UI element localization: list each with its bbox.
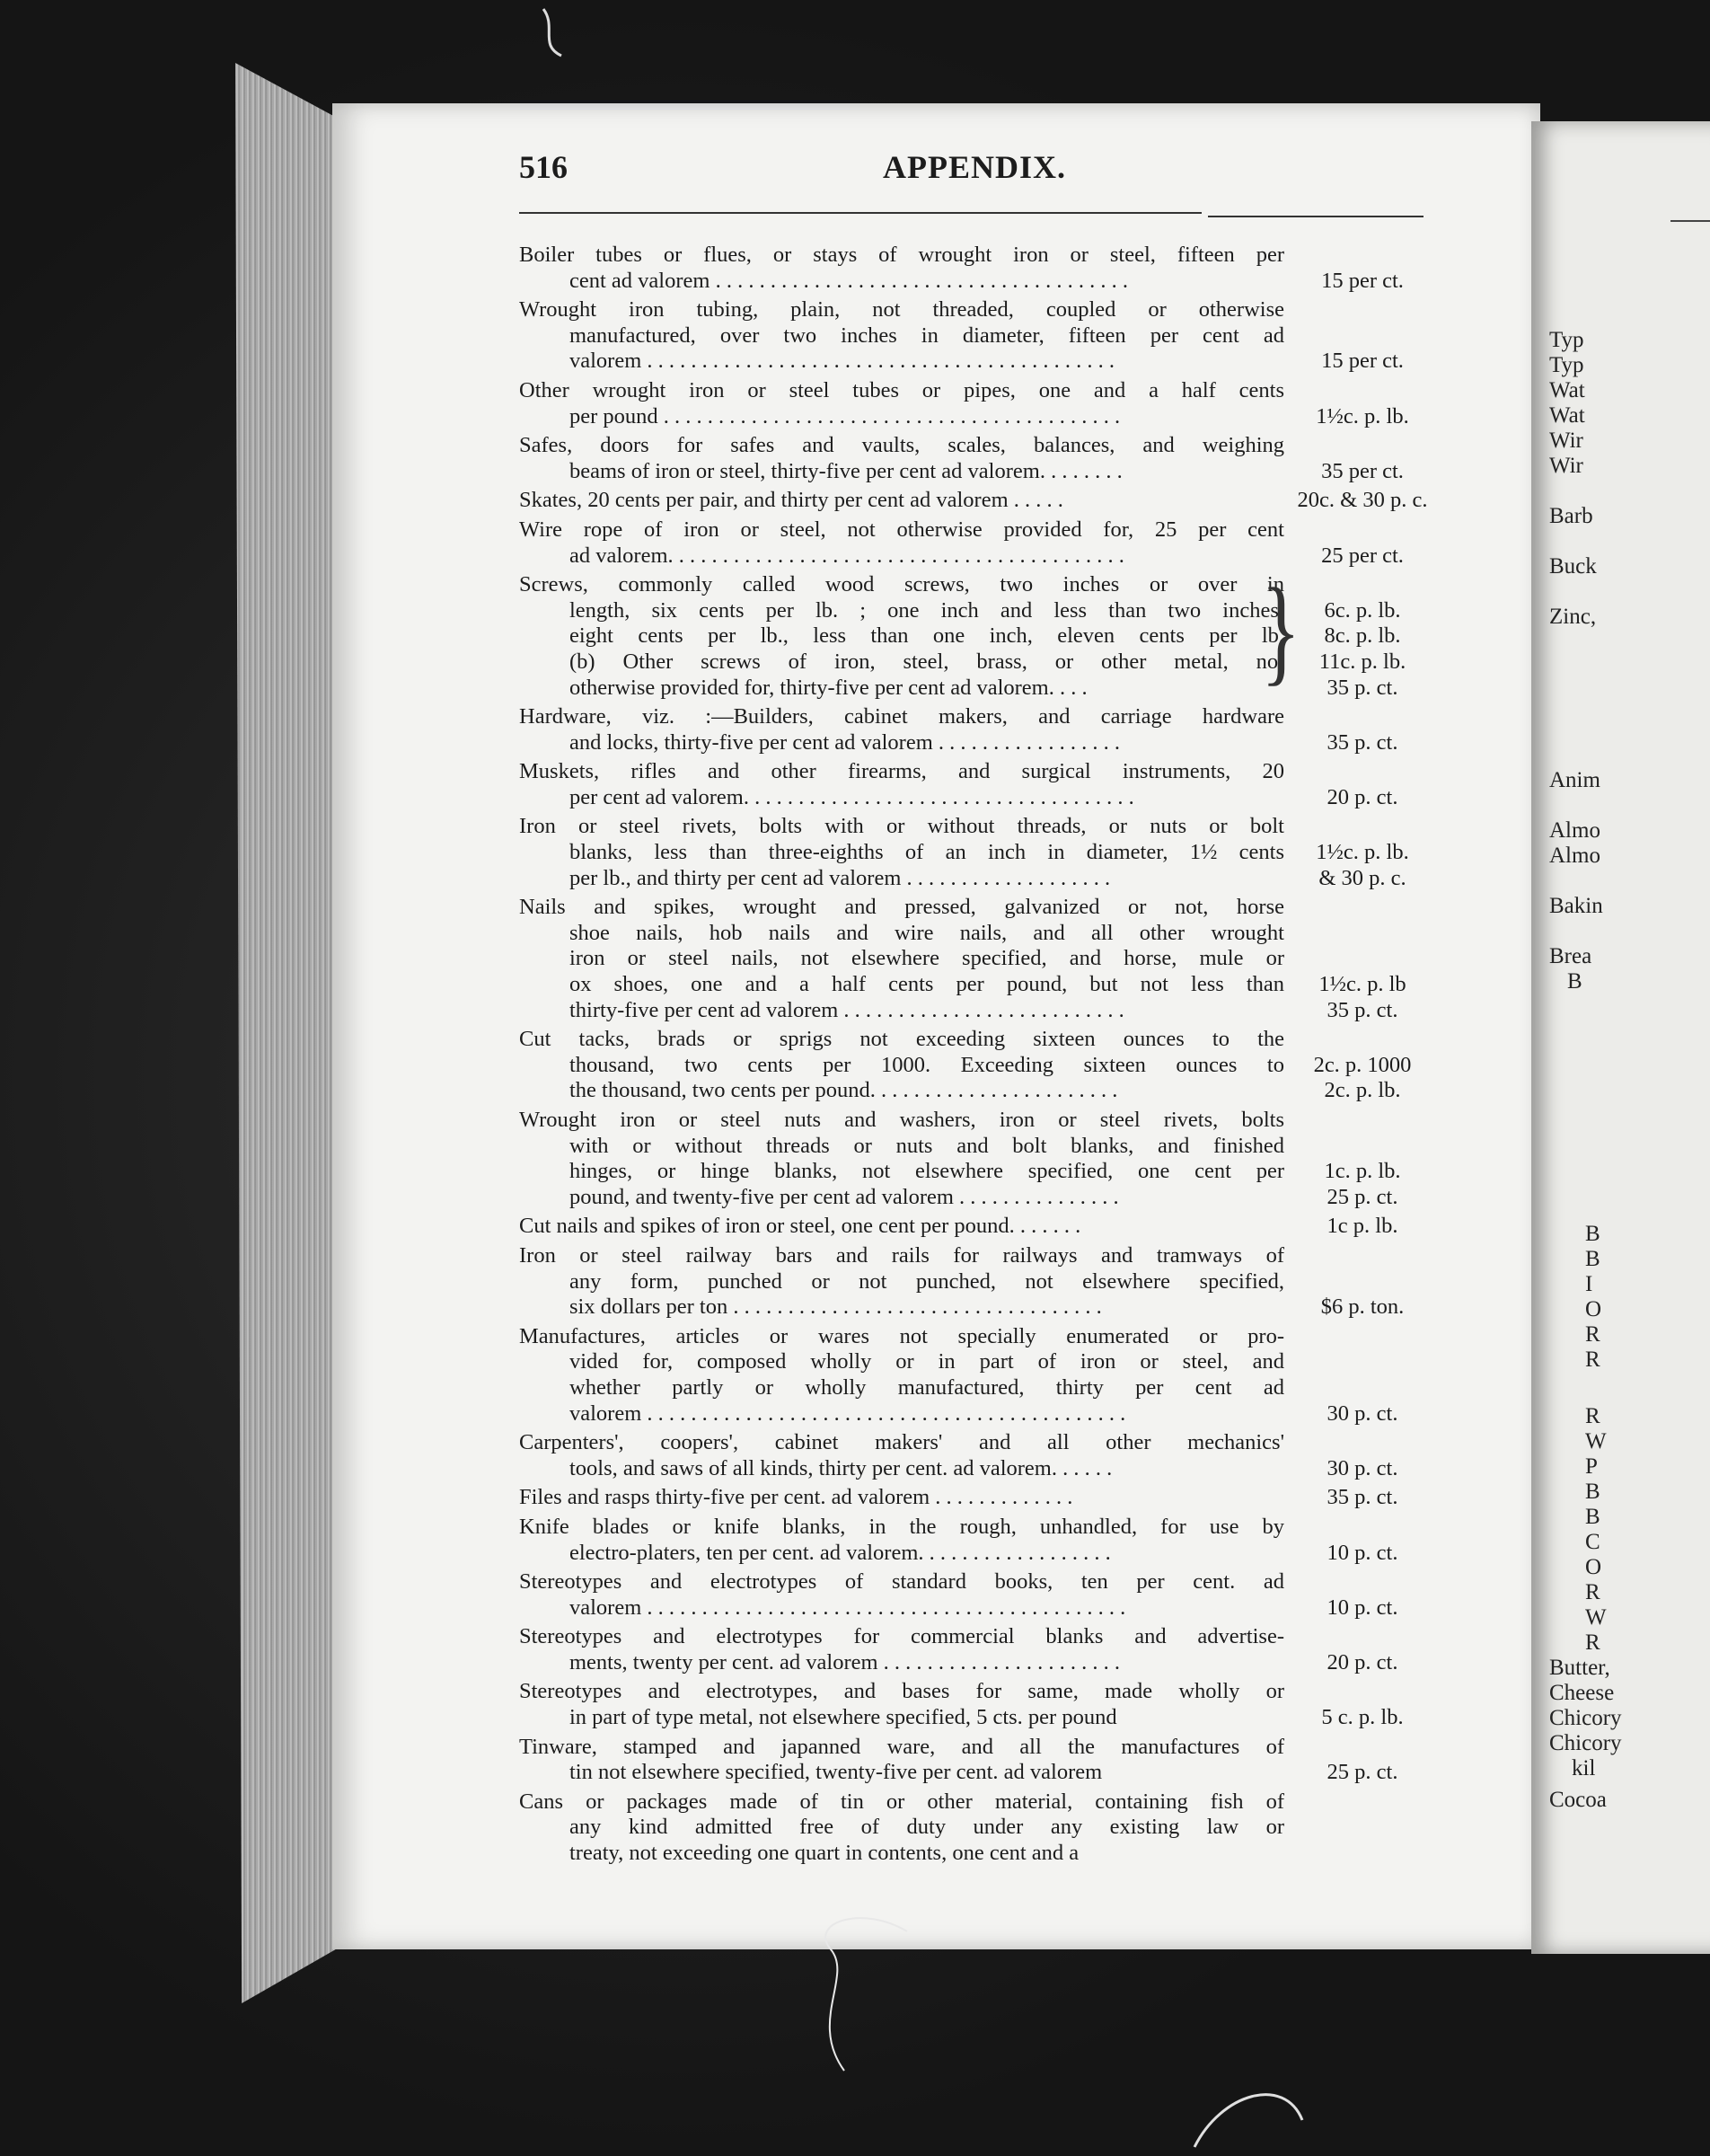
- entry-text: any form, punched or not punched, not elsewhere specified,: [569, 1268, 1284, 1294]
- facing-page-fragment: B: [1585, 1480, 1600, 1504]
- entry-text: Skates, 20 cents per pair, and thirty per cent ad valorem . . . . .: [519, 488, 1063, 513]
- facing-page-fragment: Brea: [1549, 944, 1592, 968]
- duty-rate: 35 per ct.: [1321, 458, 1404, 483]
- entry-line: [519, 1541, 1444, 1567]
- entry-line: [519, 946, 1444, 972]
- entry-text: Tinware, stamped and japanned ware, and all the manufactures of: [519, 1734, 1284, 1759]
- duty-rate: 30 p. ct.: [1327, 1455, 1398, 1480]
- facing-page-fragment: O: [1585, 1555, 1602, 1579]
- entry-line: [519, 1294, 1444, 1321]
- entry-text: per lb., and thirty per cent ad valorem . . . . . . . . . . . . . . . . . . .: [569, 865, 1111, 890]
- facing-page-fragment: Cocoa: [1549, 1788, 1607, 1812]
- facing-page-fragment: I: [1585, 1272, 1593, 1296]
- facing-page-fragment: C: [1585, 1530, 1600, 1554]
- entry-line: [519, 269, 1444, 295]
- entry-line: [519, 488, 1444, 514]
- entry-text: in part of type metal, not elsewhere specified, 5 cts. per pound: [569, 1705, 1117, 1730]
- entry-text: Screws, commonly called wood screws, two inches or over in: [519, 572, 1284, 597]
- entry-line: [519, 921, 1444, 947]
- entry-line: [519, 459, 1444, 485]
- running-title: APPENDIX.: [883, 149, 1066, 185]
- entry-line: [519, 1624, 1444, 1650]
- entry-text: pound, and twenty-five per cent ad valorem . . . . . . . . . . . . . . .: [569, 1184, 1119, 1209]
- entry-line: [519, 840, 1444, 866]
- entry-text: Cut nails and spikes of iron or steel, one cent per pound. . . . . . .: [519, 1214, 1081, 1239]
- facing-page-fragment: Almo: [1549, 844, 1600, 868]
- entry-line: [519, 1650, 1444, 1676]
- facing-page-fragment: Almo: [1549, 818, 1600, 843]
- entry-text: electro-platers, ten per cent. ad valorem. . . . . . . . . . . . . . . . . .: [569, 1540, 1111, 1565]
- entry-line: [519, 1214, 1444, 1240]
- tariff-entry: [519, 517, 1444, 569]
- facing-page-fragment: P: [1585, 1454, 1598, 1479]
- duty-rate: 15 per ct.: [1321, 349, 1404, 374]
- entry-text: Iron or steel railway bars and rails for railways and tramways of: [519, 1242, 1284, 1268]
- header-rule-right: [1208, 216, 1424, 217]
- tariff-entry: [519, 433, 1444, 484]
- entry-text: eight cents per lb., less than one inch, eleven cents per lb.: [569, 623, 1284, 649]
- facing-page-fragment: B: [1567, 969, 1582, 994]
- facing-page-fragment: W: [1585, 1429, 1607, 1454]
- entry-line: [519, 972, 1444, 998]
- entry-line: [519, 1243, 1444, 1269]
- entry-line: [519, 1815, 1444, 1841]
- entry-line: [519, 323, 1444, 349]
- entry-line: [519, 1735, 1444, 1761]
- entry-text: per pound . . . . . . . . . . . . . . . . . . . . . . . . . . . . . . . . . . . . . . . . . .: [569, 403, 1121, 429]
- facing-page-fragment: O: [1585, 1297, 1602, 1321]
- facing-page-fragment: Wir: [1549, 454, 1583, 478]
- entry-text: Boiler tubes or flues, or stays of wrought iron or steel, fifteen per: [519, 243, 1284, 267]
- entry-text: vided for, composed wholly or in part of iron or steel, and: [569, 1349, 1284, 1374]
- tariff-entry: [519, 1679, 1444, 1730]
- tariff-entry: [519, 243, 1444, 294]
- duty-rate: 10 p. ct.: [1327, 1595, 1398, 1620]
- entry-text: hinges, or hinge blanks, not elsewhere specified, one cent per: [569, 1159, 1284, 1184]
- duty-rate: 1c. p. lb.: [1324, 1159, 1401, 1184]
- entry-line: [519, 1324, 1444, 1350]
- entry-text: Nails and spikes, wrought and pressed, galvanized or not, horse: [519, 895, 1284, 920]
- duty-rate: 35 p. ct.: [1327, 1485, 1398, 1510]
- entry-line: [519, 785, 1444, 811]
- facing-page-fragment: Butter,: [1549, 1656, 1610, 1680]
- entry-text: Carpenters', coopers', cabinet makers' and all other mechanics': [519, 1430, 1284, 1455]
- entry-text: otherwise provided for, thirty-five per cent ad valorem. . . .: [569, 675, 1088, 700]
- duty-rate: 6c. p. lb.: [1324, 597, 1401, 623]
- duty-rate: 35 p. ct.: [1327, 675, 1398, 700]
- entry-line: [519, 378, 1444, 404]
- entry-line: [519, 1108, 1444, 1134]
- entry-text: manufactured, over two inches in diameter, fifteen per cent ad: [569, 323, 1284, 348]
- duty-rate: 35 p. ct.: [1327, 997, 1398, 1022]
- tariff-entry: [519, 1430, 1444, 1481]
- entry-line: [519, 676, 1444, 702]
- entry-text: the thousand, two cents per pound. . . . . . . . . . . . . . . . . . . . . . .: [569, 1078, 1118, 1103]
- entry-line: [519, 297, 1444, 323]
- entry-text: ad valorem. . . . . . . . . . . . . . . . . . . . . . . . . . . . . . . . . . . . . . . . . .: [569, 543, 1124, 568]
- entry-text: and locks, thirty-five per cent ad valorem . . . . . . . . . . . . . . . . .: [569, 729, 1121, 755]
- duty-rate: 20c. & 30 p. c.: [1297, 488, 1428, 513]
- facing-page-fragment: W: [1585, 1605, 1607, 1630]
- tariff-entry: [519, 488, 1444, 514]
- entry-line: [519, 1375, 1444, 1401]
- facing-page: [1531, 121, 1710, 1954]
- entry-line: [519, 243, 1444, 269]
- entry-line: [519, 1569, 1444, 1595]
- duty-rate: 25 p. ct.: [1327, 1760, 1398, 1785]
- duty-rate: 1½c. p. lb.: [1316, 403, 1409, 429]
- book-page-edges: [235, 63, 343, 2003]
- duty-rate: 2c. p. 1000: [1313, 1052, 1412, 1077]
- facing-page-fragment: B: [1585, 1505, 1600, 1529]
- entry-line: [519, 895, 1444, 921]
- entry-line: [519, 543, 1444, 570]
- entry-text: Other wrought iron or steel tubes or pipes, one and a half cents: [519, 377, 1284, 402]
- duty-rate: 10 p. ct.: [1327, 1540, 1398, 1565]
- entry-line: [519, 1078, 1444, 1104]
- tariff-entry: [519, 1789, 1444, 1867]
- entry-text: tools, and saws of all kinds, thirty per cent. ad valorem. . . . . .: [569, 1455, 1113, 1480]
- facing-page-fragment: Wat: [1549, 403, 1585, 428]
- duty-rate: 1½c. p. lb: [1318, 972, 1406, 997]
- entry-text: treaty, not exceeding one quart in contents, one cent and a: [569, 1841, 1080, 1866]
- entry-line: [519, 1027, 1444, 1053]
- duty-rate: 35 p. ct.: [1327, 729, 1398, 755]
- page-header: [519, 148, 1426, 184]
- entry-line: [519, 704, 1444, 730]
- entry-text: valorem . . . . . . . . . . . . . . . . . . . . . . . . . . . . . . . . . . . . . . . . . . .: [569, 349, 1115, 374]
- duty-rate: 5 c. p. lb.: [1321, 1705, 1404, 1730]
- entry-text: cent ad valorem . . . . . . . . . . . . . . . . . . . . . . . . . . . . . . . . . . . . . .: [569, 268, 1128, 293]
- entry-text: Hardware, viz. :—Builders, cabinet makers, and carriage hardware: [519, 704, 1284, 729]
- entry-text: beams of iron or steel, thirty-five per cent ad valorem. . . . . . . .: [569, 458, 1123, 483]
- entry-line: [519, 349, 1444, 375]
- entry-line: [519, 1789, 1444, 1816]
- entry-line: [519, 433, 1444, 459]
- facing-page-fragment: Wir: [1549, 429, 1583, 453]
- entry-line: [519, 1485, 1444, 1511]
- entry-text: Wire rope of iron or steel, not otherwise provided for, 25 per cent: [519, 517, 1284, 542]
- tariff-entry: [519, 1108, 1444, 1210]
- facing-page-fragment: Cheese: [1549, 1681, 1615, 1705]
- entry-line: [519, 1430, 1444, 1456]
- entry-text: Stereotypes and electrotypes, and bases for same, made wholly or: [519, 1679, 1284, 1704]
- tariff-schedule: [519, 243, 1444, 1870]
- entry-line: [519, 1679, 1444, 1705]
- facing-page-fragment: Anim: [1549, 768, 1600, 792]
- grouping-brace: }: [1261, 563, 1301, 697]
- header-rule-left: [519, 212, 1202, 214]
- entry-text: Iron or steel rivets, bolts with or without threads, or nuts or bolt: [519, 814, 1284, 839]
- entry-text: thousand, two cents per 1000. Exceeding sixteen ounces to: [569, 1052, 1284, 1077]
- duty-rate: 2c. p. lb.: [1324, 1078, 1401, 1103]
- facing-page-fragment: Typ: [1549, 353, 1584, 377]
- entry-text: Stereotypes and electrotypes for commercial blanks and advertise-: [519, 1624, 1284, 1649]
- entry-text: Wrought iron tubing, plain, not threaded, coupled or otherwise: [519, 297, 1284, 323]
- tariff-entry: [519, 1569, 1444, 1621]
- duty-rate: 11c. p. lb.: [1318, 649, 1406, 674]
- tariff-entry: [519, 1027, 1444, 1104]
- entry-line: [519, 1185, 1444, 1211]
- entry-text: six dollars per ton . . . . . . . . . . . . . . . . . . . . . . . . . . . . . . . . . .: [569, 1294, 1102, 1320]
- entry-line: [519, 814, 1444, 840]
- tariff-entry: [519, 1515, 1444, 1566]
- entry-line: [519, 404, 1444, 430]
- entry-text: ox shoes, one and a half cents per pound, but not less than: [569, 972, 1284, 997]
- entry-line: [519, 649, 1444, 676]
- entry-line: [519, 1515, 1444, 1541]
- facing-page-fragment: Chicory: [1549, 1706, 1622, 1730]
- entry-line: [519, 1349, 1444, 1375]
- duty-rate: 25 p. ct.: [1327, 1184, 1398, 1209]
- entry-line: [519, 1595, 1444, 1621]
- tariff-entry: [519, 759, 1444, 810]
- duty-rate: 8c. p. lb.: [1324, 623, 1401, 649]
- facing-page-fragment: Bakin: [1549, 894, 1603, 918]
- entry-line: [519, 1456, 1444, 1482]
- entry-line: [519, 1401, 1444, 1427]
- entry-text: Files and rasps thirty-five per cent. ad valorem . . . . . . . . . . . . .: [519, 1485, 1073, 1510]
- tariff-entry: [519, 814, 1444, 891]
- entry-text: valorem . . . . . . . . . . . . . . . . . . . . . . . . . . . . . . . . . . . . . . . . . . . .: [569, 1401, 1126, 1426]
- entry-text: Cans or packages made of tin or other material, containing fish of: [519, 1789, 1284, 1814]
- entry-text: Manufactures, articles or wares not specially enumerated or pro-: [519, 1323, 1284, 1348]
- duty-rate: 1c p. lb.: [1327, 1214, 1398, 1239]
- page-number: 516: [519, 149, 568, 185]
- facing-page-fragment: Barb: [1549, 504, 1593, 528]
- entry-line: [519, 1134, 1444, 1160]
- entry-line: [519, 1760, 1444, 1786]
- facing-page-fragment: B: [1585, 1247, 1600, 1271]
- entry-line: [519, 623, 1444, 649]
- duty-rate: 20 p. ct.: [1327, 784, 1398, 809]
- facing-page-fragment: R: [1585, 1322, 1600, 1347]
- entry-text: iron or steel nails, not elsewhere specified, and horse, mule or: [569, 946, 1284, 971]
- entry-text: per cent ad valorem. . . . . . . . . . . . . . . . . . . . . . . . . . . . . . . . . . . .: [569, 784, 1134, 809]
- entry-text: blanks, less than three-eighths of an inch in diameter, 1½ cents: [569, 840, 1284, 865]
- facing-page-fragment: R: [1585, 1580, 1600, 1604]
- entry-line: [519, 759, 1444, 785]
- tariff-entry: [519, 1243, 1444, 1321]
- entry-line: [519, 572, 1444, 598]
- facing-page-fragment: R: [1585, 1404, 1600, 1428]
- tariff-entry: [519, 704, 1444, 755]
- entry-line: [519, 1053, 1444, 1079]
- entry-text: shoe nails, hob nails and wire nails, and all other wrought: [569, 920, 1284, 945]
- tariff-entry: [519, 1624, 1444, 1675]
- facing-page-fragment: R: [1585, 1630, 1600, 1655]
- facing-page-fragment: Chicory: [1549, 1731, 1622, 1755]
- entry-line: [519, 730, 1444, 756]
- tariff-entry: [519, 1324, 1444, 1427]
- tariff-entry: [519, 1214, 1444, 1240]
- tariff-entry: [519, 1485, 1444, 1511]
- tariff-entry: [519, 297, 1444, 375]
- entry-text: Muskets, rifles and other firearms, and surgical instruments, 20: [519, 759, 1284, 784]
- entry-text: whether partly or wholly manufactured, thirty per cent ad: [569, 1374, 1284, 1400]
- duty-rate: 25 per ct.: [1321, 543, 1404, 568]
- facing-page-fragment: Buck: [1549, 554, 1597, 579]
- entry-text: Stereotypes and electrotypes of standard books, ten per cent. ad: [519, 1569, 1284, 1595]
- facing-page-fragment: kil: [1572, 1756, 1596, 1780]
- entry-line: [519, 1841, 1444, 1867]
- entry-text: thirty-five per cent ad valorem . . . . . . . . . . . . . . . . . . . . . . . . . .: [569, 997, 1124, 1022]
- facing-page-fragment: B: [1585, 1222, 1600, 1246]
- entry-line: [519, 998, 1444, 1024]
- entry-text: any kind admitted free of duty under any existing law or: [569, 1815, 1284, 1840]
- entry-line: [519, 517, 1444, 543]
- entry-text: ments, twenty per cent. ad valorem . . . . . . . . . . . . . . . . . . . . . .: [569, 1649, 1121, 1674]
- duty-rate: 15 per ct.: [1321, 268, 1404, 293]
- entry-line: [519, 1159, 1444, 1185]
- entry-line: [519, 598, 1444, 624]
- tariff-entry: [519, 378, 1444, 429]
- entry-text: Safes, doors for safes and vaults, scales, balances, and weighing: [519, 433, 1284, 458]
- entry-text: Knife blades or knife blanks, in the rough, unhandled, for use by: [519, 1514, 1284, 1539]
- entry-text: Wrought iron or steel nuts and washers, iron or steel rivets, bolts: [519, 1108, 1284, 1132]
- duty-rate: 20 p. ct.: [1327, 1649, 1398, 1674]
- tariff-entry: [519, 1735, 1444, 1786]
- entry-text: valorem . . . . . . . . . . . . . . . . . . . . . . . . . . . . . . . . . . . . . . . . . . . .: [569, 1595, 1126, 1620]
- tariff-entry: [519, 895, 1444, 1023]
- duty-rate: & 30 p. c.: [1318, 865, 1406, 890]
- facing-page-fragment: Wat: [1549, 378, 1585, 402]
- tariff-entry: [519, 563, 1444, 701]
- duty-rate: 30 p. ct.: [1327, 1401, 1398, 1426]
- entry-line: [519, 1269, 1444, 1295]
- entry-line: [519, 866, 1444, 892]
- entry-text: (b) Other screws of iron, steel, brass, or other metal, not: [569, 649, 1284, 674]
- entry-text: with or without threads or nuts and bolt blanks, and finished: [569, 1133, 1284, 1158]
- entry-text: tin not elsewhere specified, twenty-five per cent. ad valorem: [569, 1760, 1103, 1785]
- duty-rate: 1½c. p. lb.: [1316, 840, 1409, 865]
- duty-rate: $6 p. ton.: [1320, 1294, 1405, 1320]
- entry-text: Cut tacks, brads or sprigs not exceeding sixteen ounces to the: [519, 1027, 1284, 1052]
- facing-page-fragment: Zinc,: [1549, 605, 1597, 629]
- entry-text: length, six cents per lb. ; one inch and less than two inches,: [569, 597, 1284, 623]
- facing-page-fragment: R: [1585, 1348, 1600, 1372]
- facing-page-rule: [1670, 220, 1710, 222]
- entry-line: [519, 1705, 1444, 1731]
- facing-page-fragment: Typ: [1549, 328, 1584, 352]
